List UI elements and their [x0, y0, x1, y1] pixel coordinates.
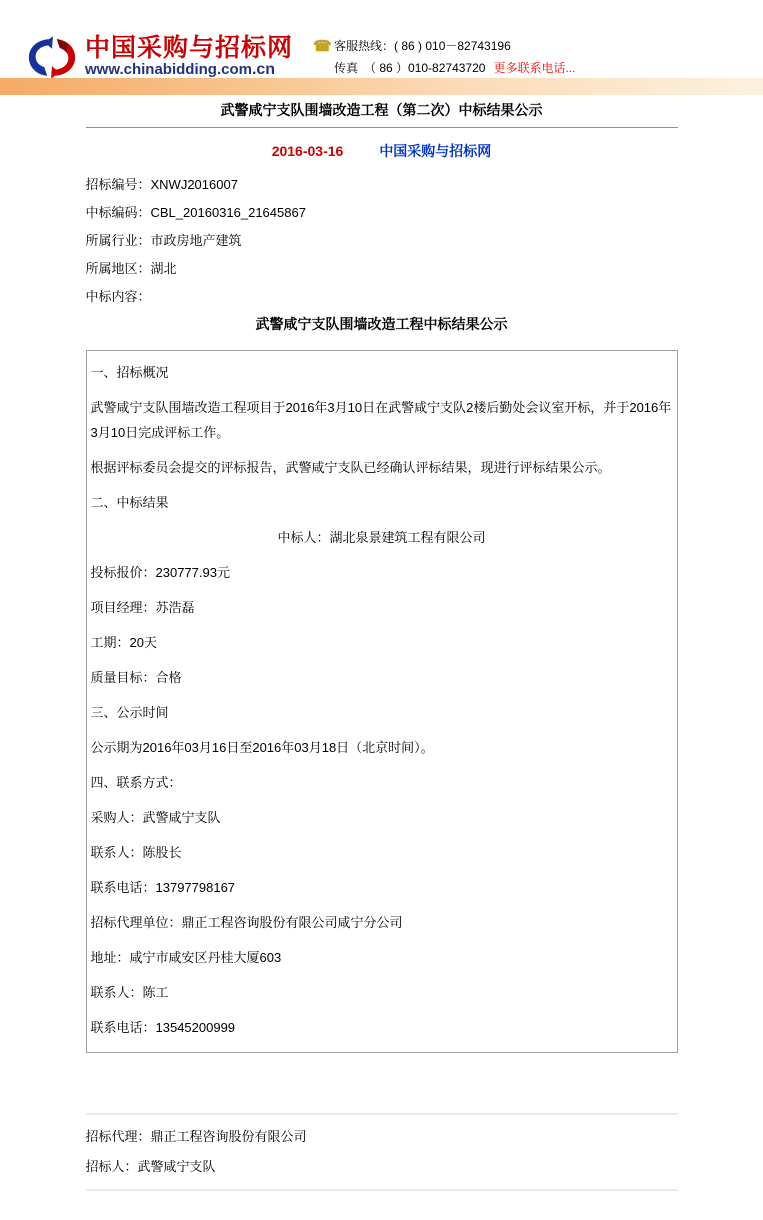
notice-line: 公示期为2016年03月16日至2016年03月18日（北京时间）。: [90, 740, 434, 755]
article-content: [86, 102, 678, 1191]
article-source-link[interactable]: 中国采购与招标网: [379, 143, 492, 159]
notice-line: 武警咸宁支队围墙改造工程项目于2016年3月10日在武警咸宁支队2楼后勤处会议室开标，并于2016年3月10日完成评标工作。: [90, 400, 672, 440]
site-url-suffix: .cn: [251, 60, 276, 78]
meta-line: 所属行业：市政房地产建筑: [85, 233, 242, 248]
hotline-text: 客服热线：( 86 ) 010－82743196: [334, 39, 511, 53]
fax-number: （ 86 ）010-82743720: [364, 61, 486, 75]
notice-line: 投标报价：230777.93元: [90, 565, 230, 580]
meta-line: 所属地区：湖北: [85, 261, 177, 276]
chinabidding-logo-icon: [26, 35, 78, 78]
title-divider: [86, 127, 678, 128]
footer-line: 招标代理：鼎正工程咨询股份有限公司: [85, 1129, 307, 1144]
article-date: 2016-03-16: [271, 143, 344, 159]
dateline: [86, 143, 678, 160]
header-divider-bar: [0, 78, 763, 95]
meta-line: 中标编码：CBL_20160316_21645867: [85, 205, 306, 220]
site-url: [85, 62, 293, 78]
notice-line: 联系电话：13797798167: [90, 880, 236, 895]
hotline-row: [313, 36, 575, 55]
notice-line: 一、招标概况: [90, 365, 169, 380]
article-meta: [86, 176, 678, 305]
footer-divider-top: [86, 1113, 678, 1115]
telephone-icon: ☎: [313, 37, 332, 55]
footer-lines: [86, 1129, 678, 1175]
notice-line: 地址：咸宁市咸安区丹桂大厦603: [90, 950, 282, 965]
fax-row: [313, 58, 575, 77]
notice-line: 联系人：陈工: [90, 985, 169, 1000]
footer-divider-bottom: [86, 1189, 678, 1191]
site-header: [0, 0, 763, 78]
notice-line: 三、公示时间: [90, 705, 169, 720]
fax-label: 传真: [334, 61, 359, 75]
notice-line: 采购人：武警咸宁支队: [90, 810, 221, 825]
meta-line: 中标内容：: [85, 289, 151, 304]
site-logo[interactable]: [26, 35, 293, 78]
contact-info: [313, 36, 575, 80]
notice-line: 联系人：陈股长: [90, 845, 182, 860]
notice-line: 项目经理：苏浩磊: [90, 600, 195, 615]
notice-line: 四、联系方式：: [90, 775, 182, 790]
meta-line: 招标编号：XNWJ2016007: [85, 177, 238, 192]
notice-line: 二、中标结果: [90, 495, 169, 510]
notice-line: 质量目标：合格: [90, 670, 182, 685]
notice-line: 根据评标委员会提交的评标报告，武警咸宁支队已经确认评标结果，现进行评标结果公示。: [90, 460, 611, 475]
notice-line: 联系电话：13545200999: [90, 1020, 236, 1035]
article-footer: [86, 1113, 678, 1191]
logo-text: [85, 33, 294, 78]
notice-line: 招标代理单位：鼎正工程咨询股份有限公司咸宁分公司: [90, 915, 403, 930]
article-title: 武警咸宁支队围墙改造工程（第二次）中标结果公示: [220, 102, 543, 118]
footer-line: 招标人：武警咸宁支队: [85, 1159, 216, 1174]
site-name: 中国采购与招标网: [85, 33, 294, 62]
site-url-main: www.chinabidding.com: [85, 60, 252, 78]
notice-line: 中标人：湖北泉景建筑工程有限公司: [277, 530, 486, 545]
article-subtitle: 武警咸宁支队围墙改造工程中标结果公示: [255, 316, 508, 332]
notice-line: 工期：20天: [90, 635, 157, 650]
more-phones-link[interactable]: 更多联系电话...: [493, 61, 576, 75]
notice-box: [86, 350, 678, 1053]
